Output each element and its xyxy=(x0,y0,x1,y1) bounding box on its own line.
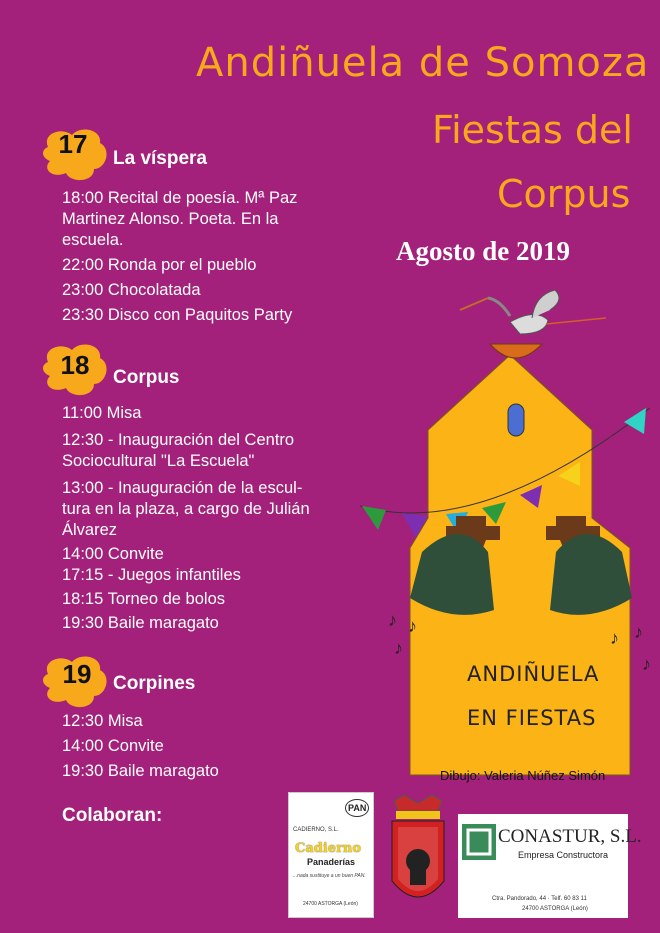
event-subtitle: Fiestas del xyxy=(432,108,633,152)
event-line: 19:30 Baile maragato xyxy=(62,762,219,780)
event-line: 19:30 Baile maragato xyxy=(62,614,219,632)
day-number: 19 xyxy=(62,659,92,689)
event-subtitle-2: Corpus xyxy=(497,172,631,216)
schedule-list xyxy=(62,403,310,634)
event-line: Martinez Alonso. Poeta. En la xyxy=(62,210,279,228)
event-line: Sociocultural "La Escuela" xyxy=(62,452,255,470)
logo-text: 24700 ASTORGA (León) xyxy=(303,901,358,907)
day-name: La víspera xyxy=(113,148,207,169)
svg-text:♪: ♪ xyxy=(642,654,651,674)
day-name: Corpus xyxy=(113,367,180,388)
event-line: 13:00 - Inauguración de la escul- xyxy=(62,479,303,497)
logo-text: Cadierno xyxy=(295,841,362,856)
event-line: escuela. xyxy=(62,231,124,249)
svg-text:♪: ♪ xyxy=(388,610,397,630)
event-title: Andiñuela de Somoza xyxy=(196,40,650,86)
logo-text: Ctra. Pandorado, 44 · Telf. 60 83 11 xyxy=(492,896,587,902)
event-line: 23:30 Disco con Paquitos Party xyxy=(62,306,293,324)
event-line: Álvarez xyxy=(62,521,118,539)
schedule-list xyxy=(62,711,219,782)
conastur-logo xyxy=(458,814,642,918)
logo-text: CADIERNO, S.L. xyxy=(293,827,339,833)
cadierno-logo xyxy=(288,792,374,918)
event-line: 12:30 - Inauguración del Centro xyxy=(62,431,295,449)
event-line: 18:00 Recital de poesía. Mª Paz xyxy=(62,189,298,207)
conastur-mark-icon xyxy=(462,824,496,860)
svg-text:♪: ♪ xyxy=(394,638,403,658)
svg-text:♪: ♪ xyxy=(634,622,643,642)
event-line: tura en la plaza, a cargo de Julián xyxy=(62,500,310,518)
stork-icon xyxy=(460,290,606,334)
logo-text: 24700 ASTORGA (León) xyxy=(522,906,588,912)
coat-of-arms-icon xyxy=(384,793,452,919)
sponsors-label: Colaboran: xyxy=(62,805,163,826)
event-line: 23:00 Chocolatada xyxy=(62,281,201,299)
event-line: 17:15 - Juegos infantiles xyxy=(62,566,241,584)
event-line: 14:00 Convite xyxy=(62,545,164,563)
svg-text:♪: ♪ xyxy=(610,628,619,648)
day-name: Corpines xyxy=(113,673,196,694)
event-line: 18:15 Torneo de bolos xyxy=(62,590,225,608)
day-number: 17 xyxy=(58,129,88,159)
logo-text: ...nada sustituye a un buen PAN. xyxy=(293,873,366,879)
bell-icon xyxy=(546,516,632,615)
event-line: 11:00 Misa xyxy=(62,404,142,422)
logo-text: PAN xyxy=(345,799,369,817)
event-date: Agosto de 2019 xyxy=(396,236,570,266)
event-line: 22:00 Ronda por el pueblo xyxy=(62,256,257,274)
tower-caption: ANDIÑUELA xyxy=(467,662,600,686)
event-line: 12:30 Misa xyxy=(62,712,143,730)
svg-text:♪: ♪ xyxy=(408,616,417,636)
schedule-list xyxy=(62,188,297,326)
tower-caption: EN FIESTAS xyxy=(467,706,597,730)
day-number: 18 xyxy=(60,350,90,380)
event-line: 14:00 Convite xyxy=(62,737,164,755)
logo-text: Empresa Constructora xyxy=(518,850,609,860)
illustration-credit: Dibujo: Valeria Núñez Simón xyxy=(440,768,606,783)
logo-text: Panaderías xyxy=(307,857,356,867)
logo-text: CONASTUR, S.L. xyxy=(498,826,642,847)
